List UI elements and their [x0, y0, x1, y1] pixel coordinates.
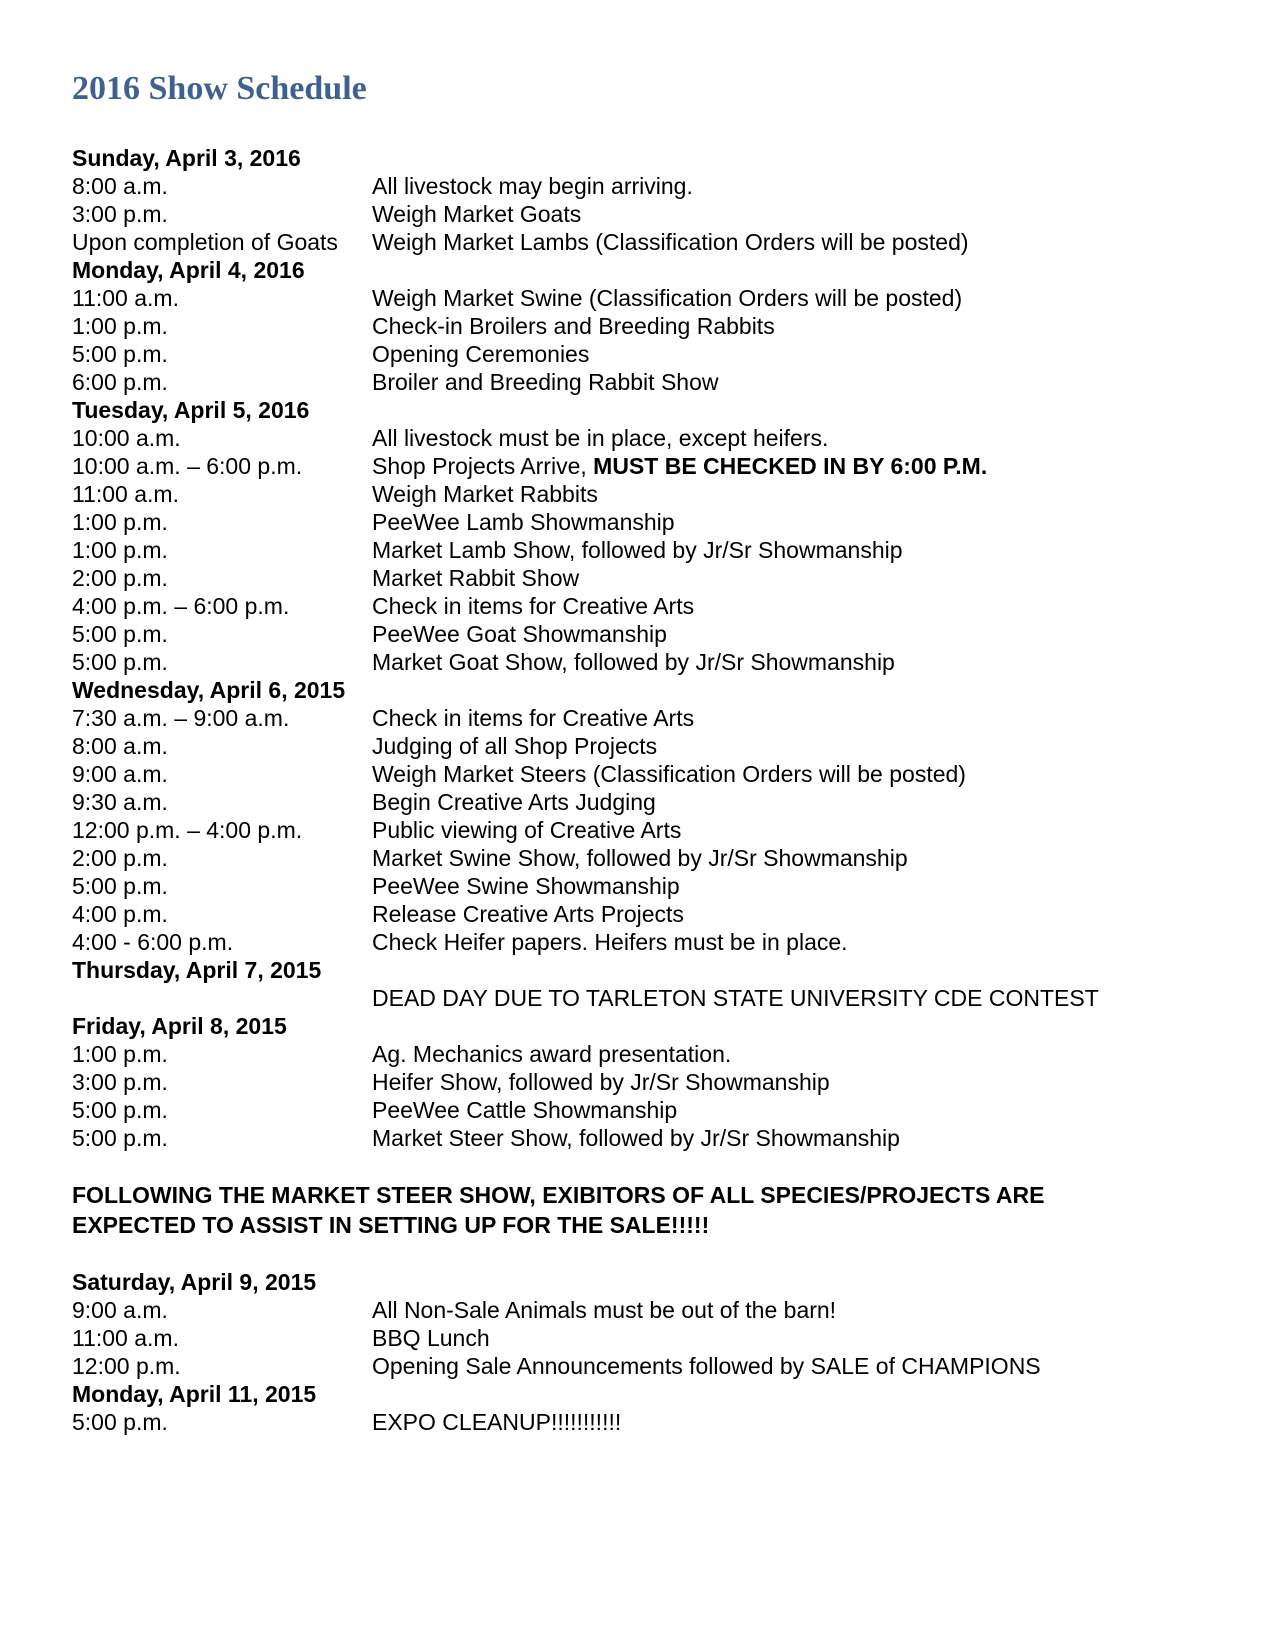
schedule-row: [72, 1068, 1203, 1096]
schedule-row: [72, 1324, 1203, 1352]
time-cell: [72, 984, 372, 1012]
event-cell: [372, 1096, 1203, 1124]
event-cell: [372, 704, 1203, 732]
time-cell: 6:00 p.m.: [72, 369, 168, 395]
event-text: PeeWee Swine Showmanship: [372, 873, 680, 899]
event-cell: [372, 1352, 1203, 1380]
schedule-row: [72, 900, 1203, 928]
event-text: Weigh Market Rabbits: [372, 481, 598, 507]
event-cell: [372, 200, 1203, 228]
event-text: PeeWee Goat Showmanship: [372, 621, 667, 647]
event-text: Check-in Broilers and Breeding Rabbits: [372, 313, 775, 339]
time-cell: Upon completion of Goats: [72, 229, 338, 255]
time-cell: 4:00 - 6:00 p.m.: [72, 929, 234, 955]
schedule-row: [72, 1296, 1203, 1324]
day-header-label: Monday, April 4, 2016: [72, 257, 305, 283]
event-cell: [372, 620, 1203, 648]
event-cell: [372, 732, 1203, 760]
notice-paragraph: [72, 1180, 1172, 1240]
schedule-row: [72, 620, 1203, 648]
schedule-row: [72, 312, 1203, 340]
event-text: Weigh Market Goats: [372, 201, 582, 227]
event-text: Check in items for Creative Arts: [372, 593, 695, 619]
event-cell: [372, 900, 1203, 928]
time-cell: 5:00 p.m.: [72, 1097, 168, 1123]
event-text: Judging of all Shop Projects: [372, 733, 658, 759]
event-cell: [372, 424, 1203, 452]
time-cell: 10:00 a.m. – 6:00 p.m.: [72, 453, 303, 479]
event-text: Opening Sale Announcements followed by SALE of CHAMPIONS: [372, 1353, 1041, 1379]
time-cell: 8:00 a.m.: [72, 173, 168, 199]
event-text: Market Rabbit Show: [372, 565, 580, 591]
event-text: Market Swine Show, followed by Jr/Sr Showmanship: [372, 845, 908, 871]
time-cell: 12:00 p.m.: [72, 1353, 181, 1379]
time-cell: 9:00 a.m.: [72, 761, 168, 787]
event-cell: [372, 648, 1203, 676]
day-header: [72, 956, 1203, 984]
time-cell: 2:00 p.m.: [72, 565, 168, 591]
time-cell: 10:00 a.m.: [72, 425, 181, 451]
time-cell: 5:00 p.m.: [72, 1125, 168, 1151]
day-header: [72, 676, 1203, 704]
event-cell: [372, 844, 1203, 872]
day-header-label: Wednesday, April 6, 2015: [72, 677, 346, 703]
time-cell: 8:00 a.m.: [72, 733, 168, 759]
event-text-bold: MUST BE CHECKED IN BY 6:00 P.M.: [593, 453, 988, 479]
schedule-row: [72, 1040, 1203, 1068]
event-cell: [372, 228, 1203, 256]
schedule-row: [72, 984, 1203, 1012]
event-cell: [372, 1296, 1203, 1324]
day-header: [72, 144, 1203, 172]
day-header: [72, 256, 1203, 284]
day-header: [72, 396, 1203, 424]
schedule-row: [72, 508, 1203, 536]
event-cell: [372, 788, 1203, 816]
time-cell: 1:00 p.m.: [72, 313, 168, 339]
schedule-row: [72, 872, 1203, 900]
blank-line: [72, 1152, 1203, 1180]
schedule-row: [72, 200, 1203, 228]
event-cell: [372, 452, 1203, 480]
time-cell: 5:00 p.m.: [72, 649, 168, 675]
time-cell: 2:00 p.m.: [72, 845, 168, 871]
event-cell: [372, 172, 1203, 200]
day-header-label: Friday, April 8, 2015: [72, 1013, 287, 1039]
schedule-row: [72, 228, 1203, 256]
schedule-row: [72, 1408, 1203, 1436]
schedule-row: [72, 1124, 1203, 1152]
time-cell: 1:00 p.m.: [72, 537, 168, 563]
notice-text: FOLLOWING THE MARKET STEER SHOW, EXIBITORS OF ALL SPECIES/PROJECTS ARE EXPECTED TO ASSIST IN SETTING UP FOR THE SALE!!!!!: [72, 1182, 1045, 1238]
event-text: Broiler and Breeding Rabbit Show: [372, 369, 719, 395]
event-cell: [372, 536, 1203, 564]
schedule-row: [72, 368, 1203, 396]
event-text: Market Lamb Show, followed by Jr/Sr Showmanship: [372, 537, 903, 563]
event-cell: [372, 872, 1203, 900]
event-text: BBQ Lunch: [372, 1325, 490, 1351]
event-cell: [372, 816, 1203, 844]
schedule-row: [72, 284, 1203, 312]
event-cell: [372, 1324, 1203, 1352]
time-cell: 4:00 p.m. – 6:00 p.m.: [72, 593, 290, 619]
schedule-row: [72, 564, 1203, 592]
blank-line: [72, 1240, 1203, 1268]
time-cell: 5:00 p.m.: [72, 873, 168, 899]
event-cell: [372, 760, 1203, 788]
time-cell: 1:00 p.m.: [72, 1041, 168, 1067]
event-text: PeeWee Lamb Showmanship: [372, 509, 675, 535]
time-cell: 5:00 p.m.: [72, 1409, 168, 1435]
schedule-row: [72, 704, 1203, 732]
event-text: Check in items for Creative Arts: [372, 705, 695, 731]
event-cell: [372, 480, 1203, 508]
event-cell: [372, 564, 1203, 592]
schedule-row: [72, 844, 1203, 872]
event-cell: [372, 984, 1203, 1012]
event-cell: [372, 508, 1203, 536]
event-text: All livestock may begin arriving.: [372, 173, 693, 199]
schedule-row: [72, 424, 1203, 452]
event-text: EXPO CLEANUP!!!!!!!!!!!: [372, 1409, 622, 1435]
time-cell: 11:00 a.m.: [72, 285, 179, 311]
event-cell: [372, 340, 1203, 368]
day-header-label: Monday, April 11, 2015: [72, 1381, 317, 1407]
schedule-row: [72, 732, 1203, 760]
event-text: DEAD DAY DUE TO TARLETON STATE UNIVERSITY CDE CONTEST: [372, 985, 1099, 1011]
event-cell: [372, 1068, 1203, 1096]
schedule-row: [72, 816, 1203, 844]
day-header-label: Saturday, April 9, 2015: [72, 1269, 317, 1295]
schedule-row: [72, 592, 1203, 620]
event-text: Weigh Market Swine (Classification Orders will be posted): [372, 285, 963, 311]
schedule-row: [72, 340, 1203, 368]
event-text: All livestock must be in place, except heifers.: [372, 425, 829, 451]
event-text: Market Goat Show, followed by Jr/Sr Showmanship: [372, 649, 895, 675]
time-cell: 4:00 p.m.: [72, 901, 168, 927]
schedule-row: [72, 648, 1203, 676]
day-header: [72, 1380, 1203, 1408]
time-cell: 3:00 p.m.: [72, 201, 168, 227]
time-cell: 9:30 a.m.: [72, 789, 168, 815]
day-header-label: Tuesday, April 5, 2016: [72, 397, 310, 423]
page-title: 2016 Show Schedule: [72, 70, 367, 107]
event-text: Public viewing of Creative Arts: [372, 817, 682, 843]
schedule-row: [72, 1352, 1203, 1380]
schedule-row: [72, 480, 1203, 508]
schedule: [72, 144, 1203, 1436]
day-header-label: Sunday, April 3, 2016: [72, 145, 301, 171]
event-text: Opening Ceremonies: [372, 341, 590, 367]
event-text: Shop Projects Arrive,: [372, 453, 594, 479]
day-header: [72, 1268, 1203, 1296]
event-text: Market Steer Show, followed by Jr/Sr Showmanship: [372, 1125, 900, 1151]
event-text: Release Creative Arts Projects: [372, 901, 684, 927]
time-cell: 5:00 p.m.: [72, 621, 168, 647]
event-text: Weigh Market Lambs (Classification Orders will be posted): [372, 229, 969, 255]
event-text: Begin Creative Arts Judging: [372, 789, 656, 815]
schedule-row: [72, 788, 1203, 816]
event-cell: [372, 1408, 1203, 1436]
schedule-row: [72, 536, 1203, 564]
time-cell: 1:00 p.m.: [72, 509, 168, 535]
time-cell: 5:00 p.m.: [72, 341, 168, 367]
time-cell: 7:30 a.m. – 9:00 a.m.: [72, 705, 290, 731]
day-header-label: Thursday, April 7, 2015: [72, 957, 322, 983]
schedule-row: [72, 172, 1203, 200]
time-cell: 12:00 p.m. – 4:00 p.m.: [72, 817, 303, 843]
event-text: All Non-Sale Animals must be out of the barn!: [372, 1297, 837, 1323]
event-text: Check Heifer papers. Heifers must be in place.: [372, 929, 848, 955]
event-text: PeeWee Cattle Showmanship: [372, 1097, 678, 1123]
time-cell: 3:00 p.m.: [72, 1069, 168, 1095]
event-text: Weigh Market Steers (Classification Orders will be posted): [372, 761, 966, 787]
schedule-row: [72, 452, 1203, 480]
event-text: Heifer Show, followed by Jr/Sr Showmanship: [372, 1069, 830, 1095]
schedule-row: [72, 1096, 1203, 1124]
time-cell: 9:00 a.m.: [72, 1297, 168, 1323]
event-cell: [372, 592, 1203, 620]
event-cell: [372, 284, 1203, 312]
time-cell: 11:00 a.m.: [72, 1325, 179, 1351]
day-header: [72, 1012, 1203, 1040]
schedule-row: [72, 928, 1203, 956]
event-cell: [372, 312, 1203, 340]
time-cell: 11:00 a.m.: [72, 481, 179, 507]
event-cell: [372, 1124, 1203, 1152]
event-cell: [372, 928, 1203, 956]
event-cell: [372, 1040, 1203, 1068]
schedule-row: [72, 760, 1203, 788]
event-text: Ag. Mechanics award presentation.: [372, 1041, 732, 1067]
event-cell: [372, 368, 1203, 396]
